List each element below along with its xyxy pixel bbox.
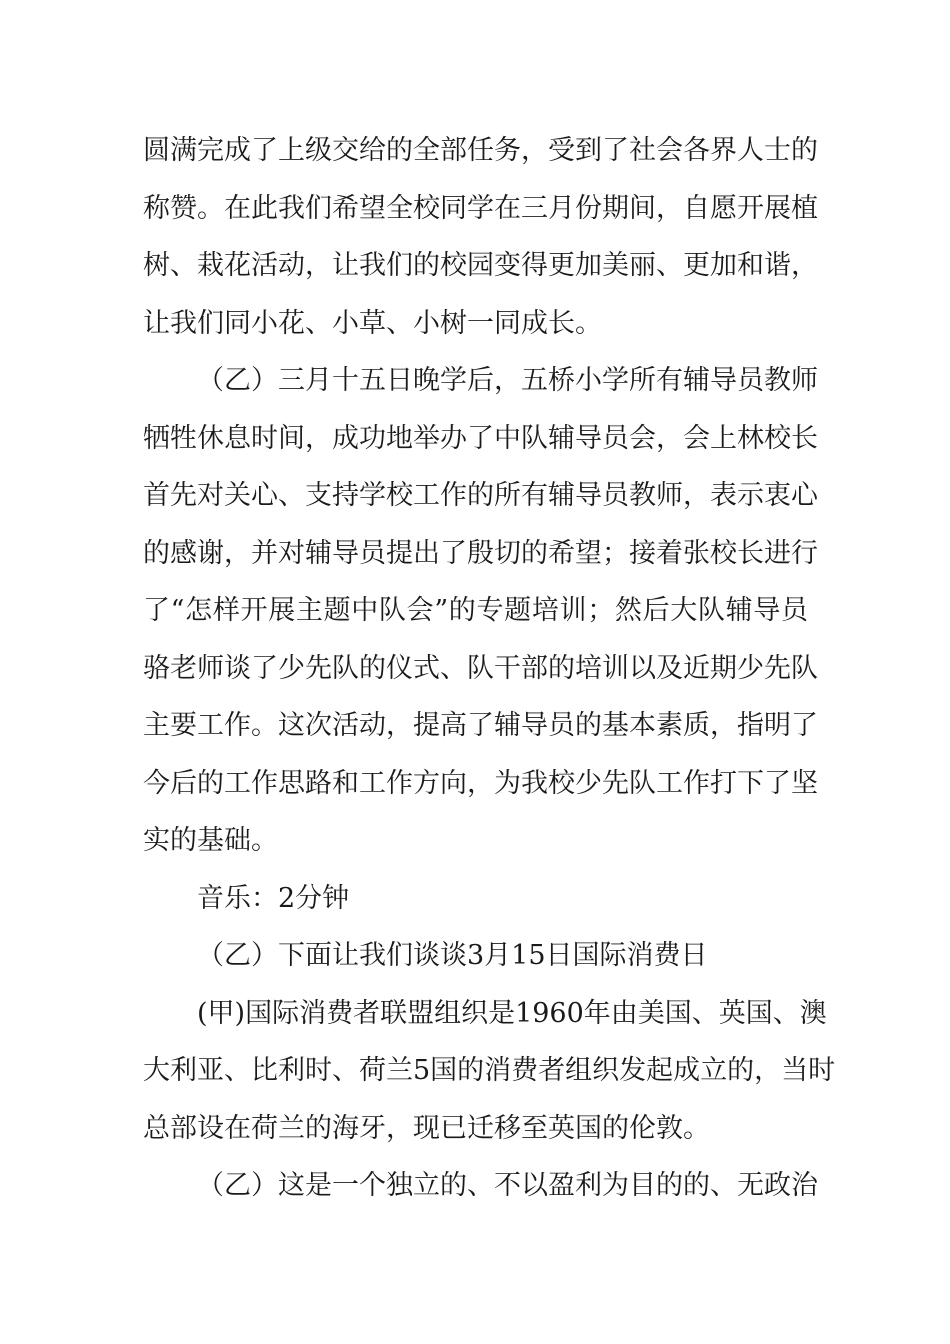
text-line-4: 让我们同小花、小草、小树一同成长。 [143,308,602,339]
text-line-12: 今后的工作思路和工作方向，为我校少先队工作打下了坚 [143,768,818,799]
text-line-13: 实的基础。 [143,825,278,856]
text-line-7: 首先对关心、支持学校工作的所有辅导员教师，表示衷心 [143,480,818,511]
text-line-11: 主要工作。这次活动，提高了辅导员的基本素质，指明了 [143,710,818,741]
text-line-14: 音乐：2分钟 [197,883,350,914]
text-line-19: （乙）这是一个独立的、不以盈利为目的的、无政治 [197,1170,818,1201]
text-line-3: 树、栽花活动，让我们的校园变得更加美丽、更加和谐， [143,250,818,281]
text-line-17: 大利亚、比利时、荷兰5国的消费者组织发起成立的，当时 [143,1055,836,1086]
text-line-18: 总部设在荷兰的海牙，现已迁移至英国的伦敦。 [143,1113,710,1144]
text-line-2: 称赞。在此我们希望全校同学在三月份期间，自愿开展植 [143,193,818,224]
text-line-8: 的感谢，并对辅导员提出了殷切的希望；接着张校长进行 [143,538,818,569]
text-line-9: 了“怎样开展主题中队会”的专题培训；然后大队辅导员 [143,595,808,626]
text-line-6: 牺牲休息时间，成功地举办了中队辅导员会，会上林校长 [143,423,818,454]
text-line-16: (甲)国际消费者联盟组织是1960年由美国、英国、澳 [197,998,827,1029]
text-line-10: 骆老师谈了少先队的仪式、队干部的培训以及近期少先队 [143,653,818,684]
text-line-1: 圆满完成了上级交给的全部任务，受到了社会各界人士的 [143,135,818,166]
text-line-15: （乙）下面让我们谈谈3月15日国际消费日 [197,940,708,971]
text-line-5: （乙）三月十五日晚学后，五桥小学所有辅导员教师 [197,365,818,396]
